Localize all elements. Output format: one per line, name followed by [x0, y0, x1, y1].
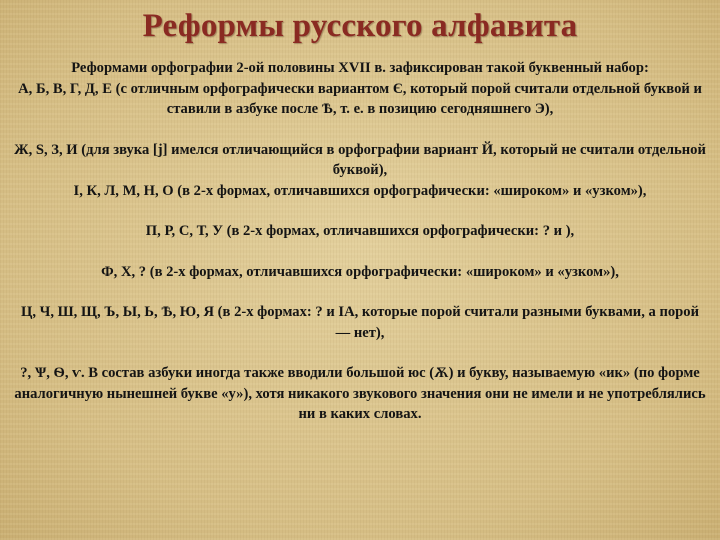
paragraph-letters-ts-ya: Ц, Ч, Ш, Щ, Ъ, Ы, Ь, Ѣ, Ю, Я (в 2-х формах: ? и ІА, которые порой считали разными буквами, а порой — нет), [20, 304, 699, 341]
paragraph-letters-greek: ?, Ѱ, Ѳ, ѵ. В состав азбуки иногда также вводили большой юс (Ѫ) и букву, называемую «ик» (по форме аналогичную нынешней букве «у»), хотя никакого звукового значения они не имели и не употреблялись ни в каких словах. [14, 365, 706, 422]
paragraph-letters-f-kh: Ф, Х, ? (в 2-х формах, отличавшихся орфографически: «широком» и «узком»), [101, 263, 619, 280]
paragraph-letters-a-e: А, Б, В, Г, Д, Е (с отличным орфографически вариантом Є, который порой считали отдельной буквой и ставили в азбуке после Ѣ, т. е. в позицию сегодняшнего Э), [18, 80, 702, 117]
paragraph-intro: Реформами орфографии 2-ой половины XVII в. зафиксирован такой буквенный набор: [71, 60, 649, 76]
spacer [12, 120, 708, 140]
slide-body [12, 58, 708, 425]
spacer [12, 242, 708, 262]
slide-title: Реформы русского алфавита [142, 8, 578, 44]
spacer [12, 343, 708, 363]
paragraph-letters-i-o: І, К, Л, М, Н, О (в 2-х формах, отличавшихся орфографически: «широком» и «узком»), [73, 182, 647, 199]
spacer [12, 201, 708, 221]
paragraph-letters-p-u: П, Р, С, Т, У (в 2-х формах, отличавшихся орфографически: ? и ), [145, 223, 575, 239]
paragraph-letters-zh-i: Ж, S, З, И (для звука [j] имелся отличающийся в орфографии вариант Й, который не считали отдельной буквой), [14, 141, 706, 178]
spacer [12, 282, 708, 302]
